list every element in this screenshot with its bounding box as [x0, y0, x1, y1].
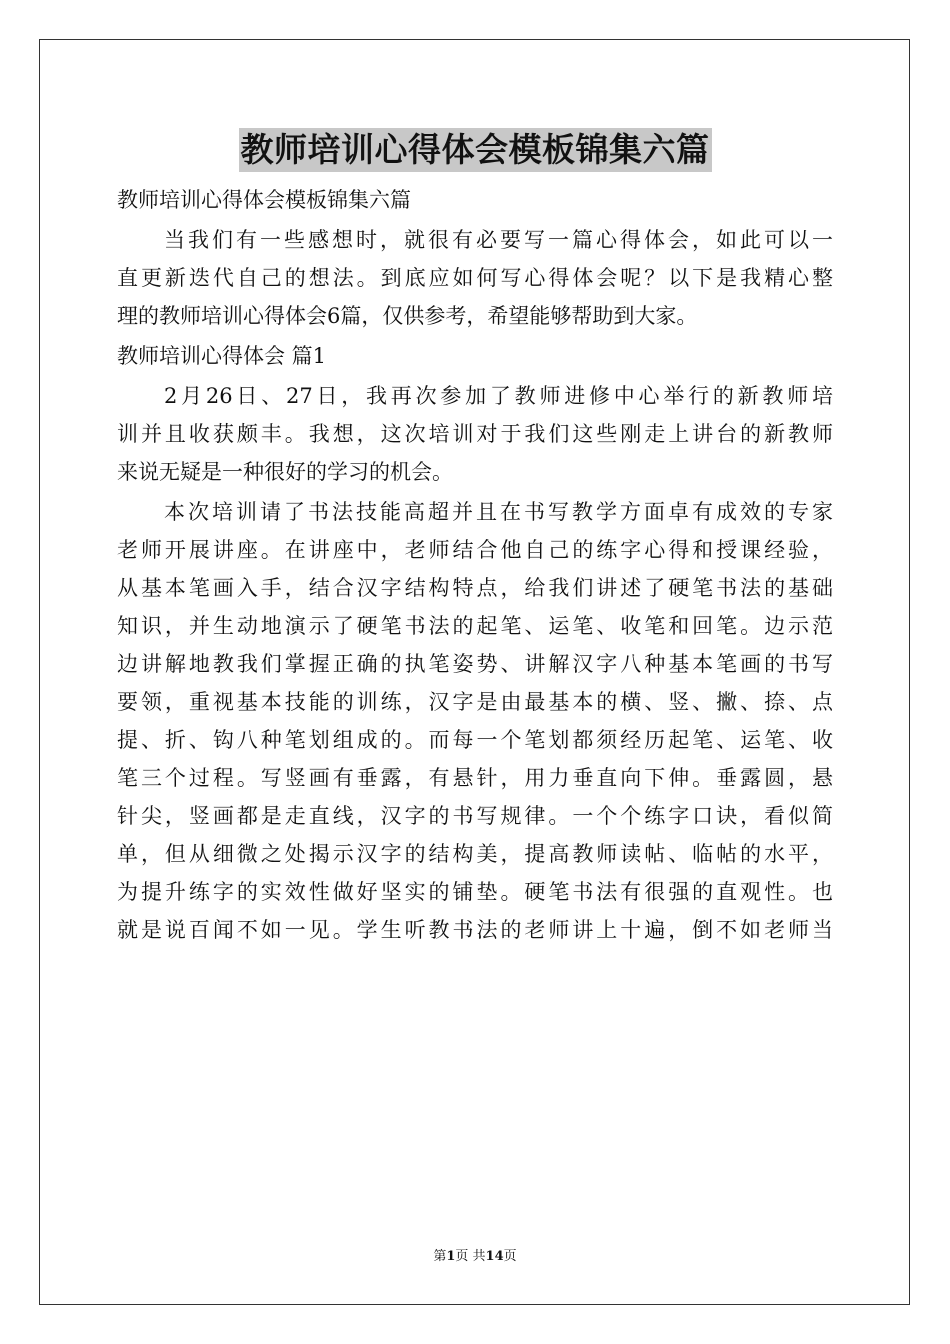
- paragraph-line: 就是说百闻不如一见。学生听教书法的老师讲上十遍，倒不如老师当: [117, 918, 833, 942]
- footer-total-pages: 14: [485, 1249, 504, 1264]
- paragraph-line: 从基本笔画入手，结合汉字结构特点，给我们讲述了硬笔书法的基础: [117, 576, 833, 600]
- paragraph-line: 笔三个过程。写竖画有垂露，有悬针，用力垂直向下伸。垂露圆，悬: [117, 766, 833, 790]
- footer-mid: 页 共: [455, 1249, 486, 1264]
- footer-suffix: 页: [503, 1249, 517, 1264]
- paragraph-2: [117, 493, 833, 949]
- paragraph-line: 针尖，竖画都是走直线，汉字的书写规律。一个个练字口诀，看似简: [117, 804, 833, 828]
- paragraph-line: 理的教师培训心得体会6篇，仅供参考，希望能够帮助到大家。: [117, 304, 698, 328]
- intro-paragraph: [117, 221, 833, 335]
- paragraph-line: 直更新迭代自己的想法。到底应如何写心得体会呢？以下是我精心整: [117, 266, 833, 290]
- paragraph-line: 知识，并生动地演示了硬笔书法的起笔、运笔、收笔和回笔。边示范: [117, 614, 833, 638]
- paragraph-line: 为提升练字的实效性做好坚实的铺垫。硬笔书法有很强的直观性。也: [117, 880, 833, 904]
- document-subtitle: 教师培训心得体会模板锦集六篇: [117, 188, 411, 212]
- paragraph-line: 边讲解地教我们掌握正确的执笔姿势、讲解汉字八种基本笔画的书写: [117, 652, 833, 676]
- page-footer: [0, 1248, 950, 1266]
- paragraph-line: 要领，重视基本技能的训练，汉字是由最基本的横、竖、撇、捺、点: [117, 690, 833, 714]
- document-title: 教师培训心得体会模板锦集六篇: [239, 128, 712, 172]
- footer-prefix: 第: [433, 1249, 447, 1264]
- paragraph-line: 提、折、钩八种笔划组成的。而每一个笔划都须经历起笔、运笔、收: [117, 728, 833, 752]
- paragraph-1: [117, 377, 833, 491]
- footer-current-page: 1: [446, 1249, 456, 1264]
- paragraph-line: 当我们有一些感想时，就很有必要写一篇心得体会，如此可以一: [164, 228, 833, 252]
- section-heading: 教师培训心得体会 篇1: [117, 344, 327, 368]
- paragraph-line: 老师开展讲座。在讲座中，老师结合他自己的练字心得和授课经验，: [117, 538, 833, 562]
- paragraph-line: 本次培训请了书法技能高超并且在书写教学方面卓有成效的专家: [164, 500, 833, 524]
- document-body: [117, 181, 833, 949]
- paragraph-line: 训并且收获颇丰。我想，这次培训对于我们这些刚走上讲台的新教师: [117, 422, 833, 446]
- title-wrap: [0, 128, 950, 172]
- paragraph-line: 单，但从细微之处揭示汉字的结构美，提高教师读帖、临帖的水平，: [117, 842, 833, 866]
- paragraph-line: 2月26日、27日，我再次参加了教师进修中心举行的新教师培: [164, 384, 833, 408]
- paragraph-line: 来说无疑是一种很好的学习的机会。: [117, 460, 453, 484]
